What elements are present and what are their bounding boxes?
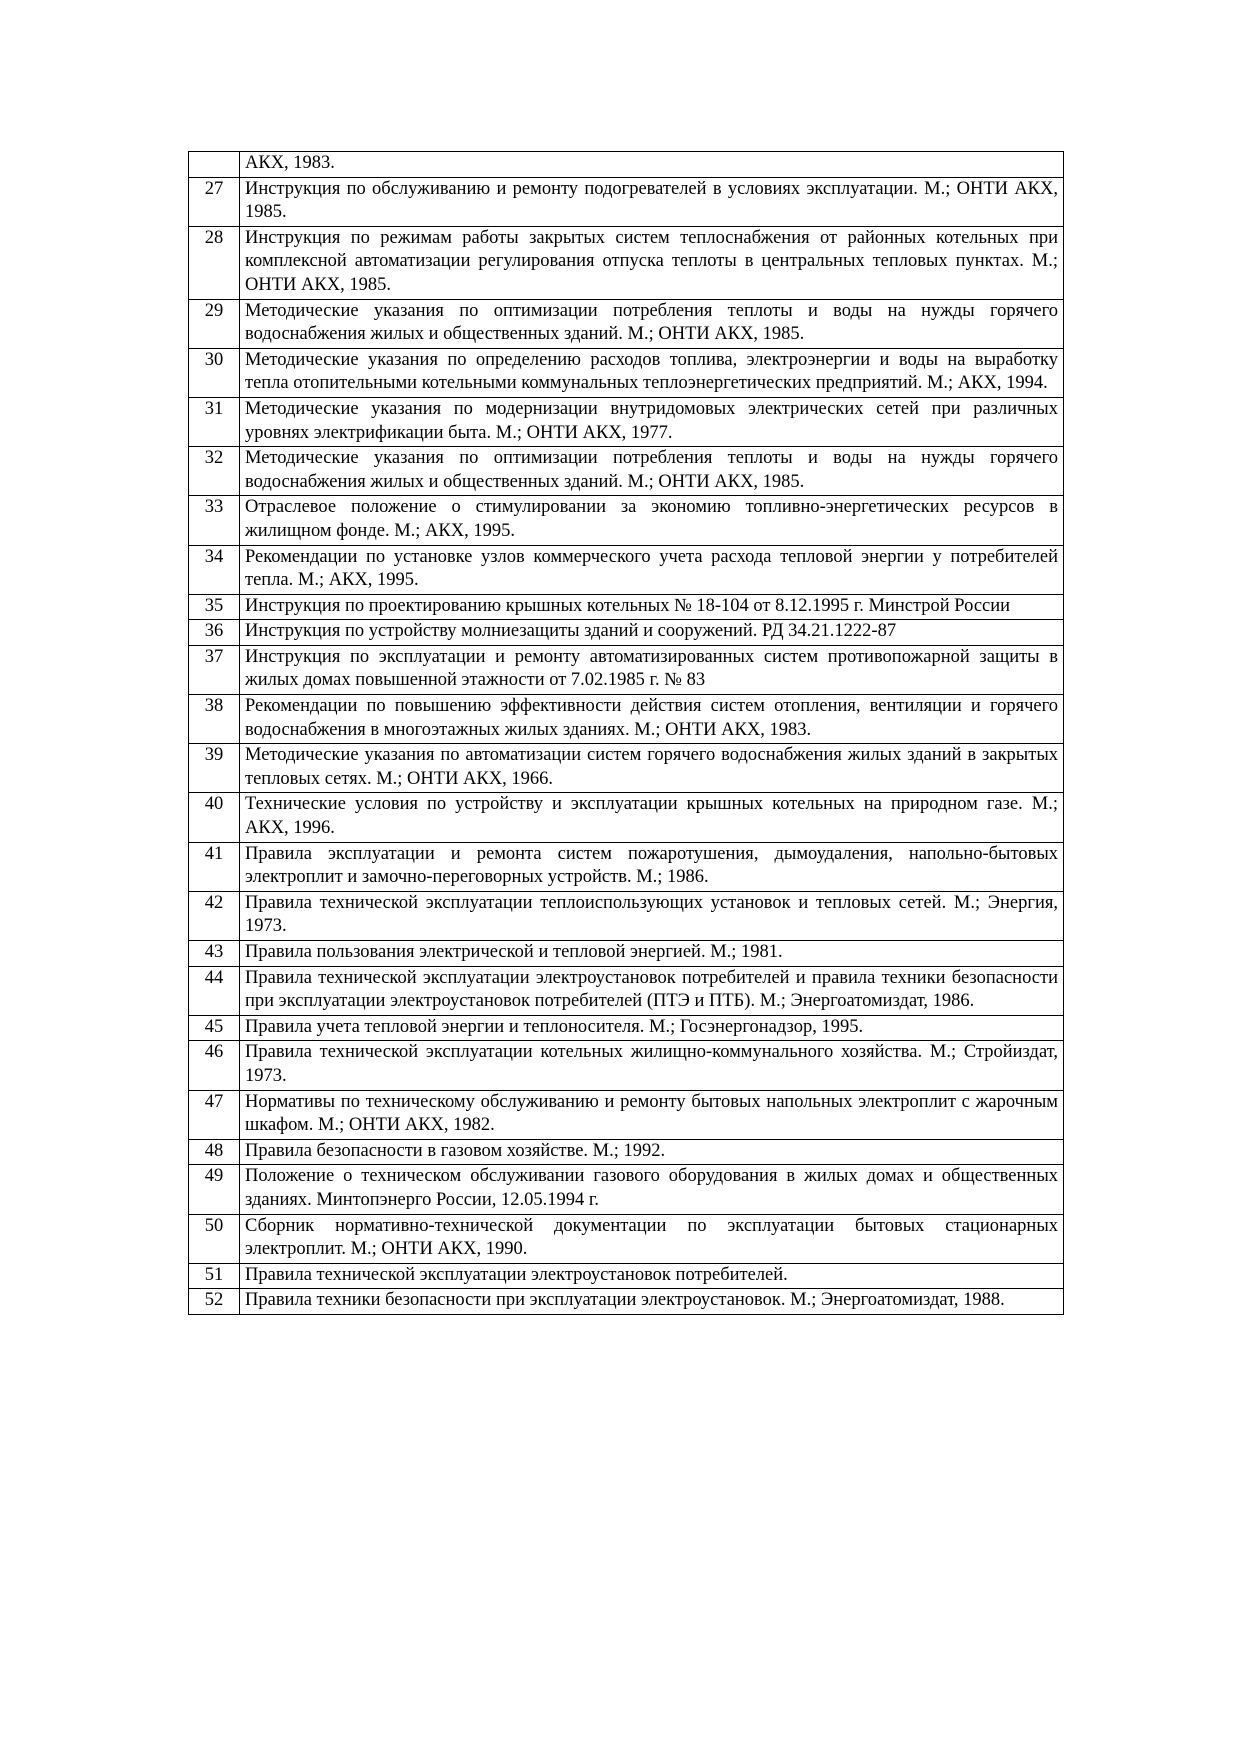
reference-text: Правила техники безопасности при эксплуатации электроустановок. М.; Энергоатомиздат, 1988.: [240, 1289, 1064, 1315]
row-number: 37: [189, 645, 240, 694]
reference-text: Правила технической эксплуатации котельных жилищно-коммунального хозяйства. М.; Стройиздат, 1973.: [240, 1041, 1064, 1090]
row-number: 52: [189, 1289, 240, 1315]
table-row: [189, 695, 1064, 744]
references-table-body: [189, 152, 1064, 1315]
table-row: [189, 620, 1064, 646]
references-table: [188, 151, 1064, 1315]
row-number: 42: [189, 891, 240, 940]
row-number: 30: [189, 348, 240, 397]
table-row: [189, 152, 1064, 178]
reference-text: Инструкция по обслуживанию и ремонту подогревателей в условиях эксплуатации. М.; ОНТИ АКХ, 1985.: [240, 177, 1064, 226]
reference-text: Правила технической эксплуатации теплоиспользующих установок и тепловых сетей. М.; Энергия, 1973.: [240, 891, 1064, 940]
reference-text: Положение о техническом обслуживании газового оборудования в жилых домах и общественных зданиях. Минтопэнерго России, 12.05.1994 г.: [240, 1165, 1064, 1214]
table-row: [189, 226, 1064, 299]
reference-text: Инструкция по эксплуатации и ремонту автоматизированных систем противопожарной защиты в жилых домах повышенной этажности от 7.02.1985 г. № 83: [240, 645, 1064, 694]
row-number: 27: [189, 177, 240, 226]
row-number: 45: [189, 1015, 240, 1041]
row-number: 33: [189, 496, 240, 545]
table-row: [189, 348, 1064, 397]
table-row: [189, 1090, 1064, 1139]
reference-text: Правила учета тепловой энергии и теплоносителя. М.; Госэнергонадзор, 1995.: [240, 1015, 1064, 1041]
reference-text: Правила эксплуатации и ремонта систем пожаротушения, дымоудаления, напольно-бытовых электроплит и замочно-переговорных устройств. М.; 1986.: [240, 842, 1064, 891]
reference-text: Методические указания по оптимизации потребления теплоты и воды на нужды горячего водоснабжения жилых и общественных зданий. М.; ОНТИ АКХ, 1985.: [240, 299, 1064, 348]
row-number: 51: [189, 1263, 240, 1289]
reference-text: Инструкция по проектированию крышных котельных № 18-104 от 8.12.1995 г. Минстрой России: [240, 594, 1064, 620]
row-number: 46: [189, 1041, 240, 1090]
row-number: 49: [189, 1165, 240, 1214]
row-number: 40: [189, 793, 240, 842]
row-number: 41: [189, 842, 240, 891]
reference-text: Рекомендации по установке узлов коммерческого учета расхода тепловой энергии у потребителей тепла. М.; АКХ, 1995.: [240, 545, 1064, 594]
reference-text: Рекомендации по повышению эффективности действия систем отопления, вентиляции и горячего водоснабжения в многоэтажных жилых зданиях. М.; ОНТИ АКХ, 1983.: [240, 695, 1064, 744]
reference-text: Правила безопасности в газовом хозяйстве. М.; 1992.: [240, 1139, 1064, 1165]
table-row: [189, 966, 1064, 1015]
row-number: 44: [189, 966, 240, 1015]
row-number: 48: [189, 1139, 240, 1165]
table-row: [189, 177, 1064, 226]
row-number: 31: [189, 397, 240, 446]
table-row: [189, 397, 1064, 446]
reference-text: Методические указания по определению расходов топлива, электроэнергии и воды на выработку тепла отопительными котельными коммунальных теплоэнергетических предприятий. М.; АКХ, 1994.: [240, 348, 1064, 397]
reference-text: АКХ, 1983.: [240, 152, 1064, 178]
reference-text: Методические указания по оптимизации потребления теплоты и воды на нужды горячего водоснабжения жилых и общественных зданий. М.; ОНТИ АКХ, 1985.: [240, 447, 1064, 496]
row-number: 35: [189, 594, 240, 620]
reference-text: Методические указания по модернизации внутридомовых электрических сетей при различных уровнях электрификации быта. М.; ОНТИ АКХ, 1977.: [240, 397, 1064, 446]
table-row: [189, 299, 1064, 348]
row-number: 36: [189, 620, 240, 646]
reference-text: Нормативы по техническому обслуживанию и ремонту бытовых напольных электроплит с жарочным шкафом. М.; ОНТИ АКХ, 1982.: [240, 1090, 1064, 1139]
row-number: 29: [189, 299, 240, 348]
table-row: [189, 793, 1064, 842]
row-number: 50: [189, 1214, 240, 1263]
row-number: 39: [189, 744, 240, 793]
table-row: [189, 941, 1064, 967]
table-row: [189, 1263, 1064, 1289]
reference-text: Методические указания по автоматизации систем горячего водоснабжения жилых зданий в закрытых тепловых сетях. М.; ОНТИ АКХ, 1966.: [240, 744, 1064, 793]
table-row: [189, 545, 1064, 594]
reference-text: Технические условия по устройству и эксплуатации крышных котельных на природном газе. М.; АКХ, 1996.: [240, 793, 1064, 842]
row-number: 43: [189, 941, 240, 967]
reference-text: Правила технической эксплуатации электроустановок потребителей и правила техники безопасности при эксплуатации электроустановок потребителей (ПТЭ и ПТБ). М.; Энергоатомиздат, 1986.: [240, 966, 1064, 1015]
row-number: 28: [189, 226, 240, 299]
reference-text: Инструкция по режимам работы закрытых систем теплоснабжения от районных котельных при комплексной автоматизации регулирования отпуска теплоты в центральных тепловых пунктах. М.; ОНТИ АКХ, 1985.: [240, 226, 1064, 299]
table-row: [189, 1015, 1064, 1041]
row-number: 32: [189, 447, 240, 496]
row-number: 38: [189, 695, 240, 744]
table-row: [189, 447, 1064, 496]
reference-text: Инструкция по устройству молниезащиты зданий и сооружений. РД 34.21.1222-87: [240, 620, 1064, 646]
reference-text: Отраслевое положение о стимулировании за экономию топливно-энергетических ресурсов в жилищном фонде. М.; АКХ, 1995.: [240, 496, 1064, 545]
table-row: [189, 496, 1064, 545]
reference-text: Правила технической эксплуатации электроустановок потребителей.: [240, 1263, 1064, 1289]
row-number: [189, 152, 240, 178]
table-row: [189, 891, 1064, 940]
table-row: [189, 1214, 1064, 1263]
reference-text: Сборник нормативно-технической документации по эксплуатации бытовых стационарных электроплит. М.; ОНТИ АКХ, 1990.: [240, 1214, 1064, 1263]
table-row: [189, 1139, 1064, 1165]
table-row: [189, 1041, 1064, 1090]
table-row: [189, 744, 1064, 793]
table-row: [189, 1289, 1064, 1315]
table-row: [189, 842, 1064, 891]
table-row: [189, 594, 1064, 620]
table-row: [189, 645, 1064, 694]
table-row: [189, 1165, 1064, 1214]
reference-text: Правила пользования электрической и тепловой энергией. М.; 1981.: [240, 941, 1064, 967]
row-number: 47: [189, 1090, 240, 1139]
row-number: 34: [189, 545, 240, 594]
